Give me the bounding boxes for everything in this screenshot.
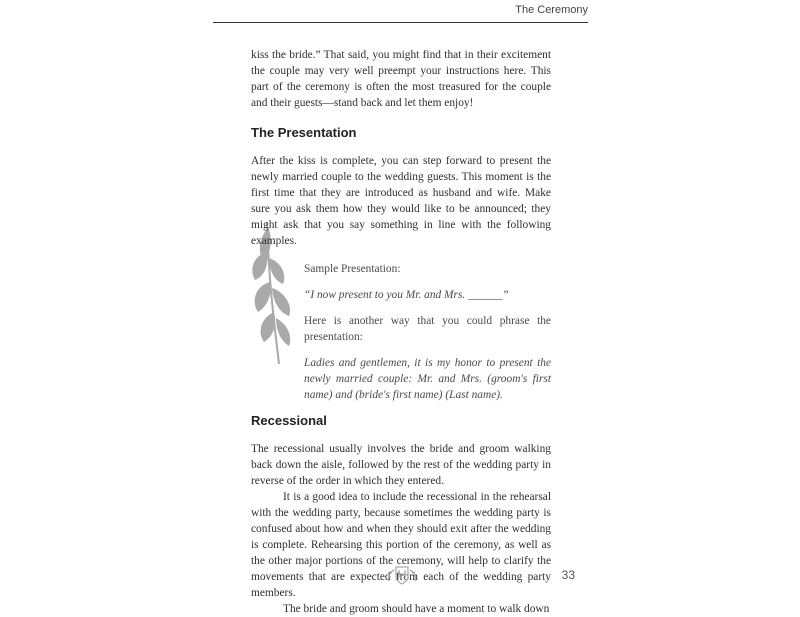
paragraph-recessional-1: The recessional usually involves the bride and groom walking back down the aisle, followed by the rest of the wedding party in reverse of the order in which they entered.	[251, 443, 551, 487]
sample-label: Sample Presentation:	[304, 263, 401, 275]
heading-recessional: Recessional	[251, 413, 327, 428]
crest-icon	[385, 564, 419, 586]
page-number: 33	[561, 568, 575, 582]
sample-quote-2: Ladies and gentlemen, it is my honor to present the newly married couple: Mr. and Mrs. (groom's first name) and (bride's first name) (Last name).	[304, 357, 551, 401]
book-page	[205, 0, 595, 615]
sample-alt-intro: Here is another way that you could phrase the presentation:	[304, 315, 551, 343]
header-rule	[213, 22, 588, 23]
heading-presentation: The Presentation	[251, 125, 357, 140]
paragraph-recessional-2: It is a good idea to include the recessional in the rehearsal with the wedding party, because sometimes the wedding party is confused about how and when they should exit after the wedding is complete. Rehearsing this portion of the ceremony, as well as the other major portions of the ceremony, will help to clarify the movements that are expected from each of the wedding party members.	[251, 491, 551, 599]
paragraph-intro: kiss the bride.” That said, you might find that in their excitement the couple may very well preempt your instructions here. This part of the ceremony is often the most treasured for the couple and their guests—stand back and let them enjoy!	[251, 49, 551, 109]
running-title: The Ceremony	[515, 4, 588, 16]
sample-presentation-block	[304, 261, 551, 403]
paragraph-recessional-3: The bride and groom should have a moment to walk down	[283, 603, 550, 615]
body-text	[251, 47, 551, 617]
sample-quote-1: “I now present to you Mr. and Mrs. ______”	[304, 289, 509, 301]
paragraph-presentation: After the kiss is complete, you can step forward to present the newly married couple to the wedding guests. This moment is the first time that they are introduced as husband and wife. Make sure you ask them how they would like to be announced; they might ask that you say something in line with the following examples.	[251, 155, 551, 247]
